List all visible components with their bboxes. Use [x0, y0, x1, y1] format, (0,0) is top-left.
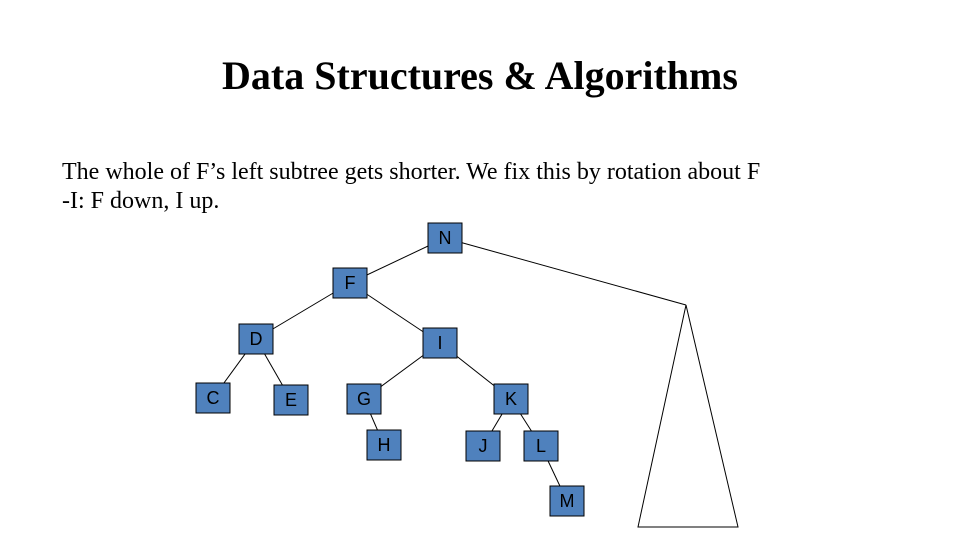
right-subtree-triangle	[638, 305, 738, 527]
node-label-H: H	[377, 434, 391, 455]
node-J	[466, 431, 500, 461]
node-label-E: E	[284, 389, 298, 410]
node-G	[347, 384, 381, 414]
node-label-M: M	[559, 490, 575, 511]
node-C	[196, 383, 230, 413]
node-L	[524, 431, 558, 461]
node-E	[274, 385, 308, 415]
edge-N-subtree	[445, 238, 686, 305]
node-label-D: D	[249, 328, 263, 349]
node-label-G: G	[356, 388, 372, 409]
node-N	[428, 223, 462, 253]
node-label-F: F	[344, 272, 356, 293]
node-F	[333, 268, 367, 298]
node-label-L: L	[535, 435, 547, 456]
slide-title: Data Structures & Algorithms	[222, 53, 738, 98]
node-D	[239, 324, 273, 354]
node-I	[423, 328, 457, 358]
slide-body-text: The whole of F’s left subtree gets shorter. We fix this by rotation about F -I: F down, I up.	[62, 159, 761, 214]
node-label-C: C	[206, 387, 220, 408]
tree-nodes	[196, 223, 584, 516]
node-H	[367, 430, 401, 460]
tree-edges	[213, 238, 686, 501]
node-K	[494, 384, 528, 414]
node-label-N: N	[438, 227, 452, 248]
node-label-K: K	[504, 388, 518, 409]
node-label-I: I	[437, 332, 443, 353]
node-label-J: J	[478, 435, 488, 456]
node-M	[550, 486, 584, 516]
